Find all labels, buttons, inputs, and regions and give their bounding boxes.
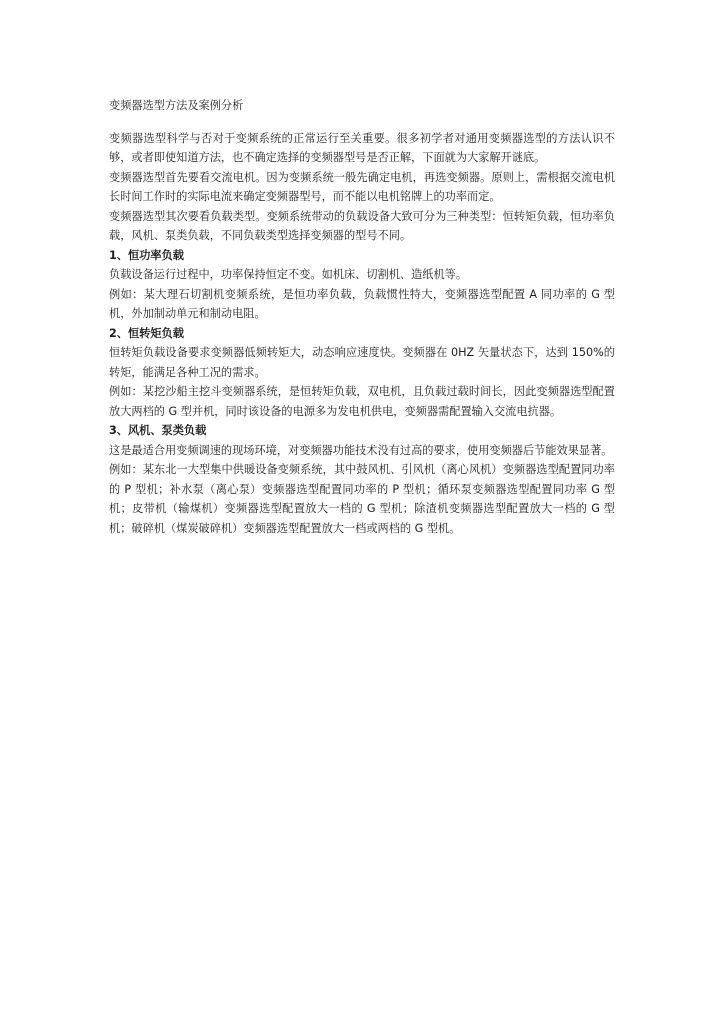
section-paragraph: 这是最适合用变频调速的现场环境，对变频器功能技术没有过高的要求，使用变频器后节能效果显著。 (109, 443, 613, 457)
intro-paragraph: 变频器选型科学与否对于变频系统的正常运行至关重要。很多初学者对通用变频器选型的方法认识不够，或者即使知道方法，也不确定选择的变频器型号是否正解，下面就为大家解开谜底。 (109, 131, 615, 164)
section-paragraph: 恒转矩负载设备要求变频器低频转矩大，动态响应速度快。变频器在 0HZ 矢量状态下，达到 150%的转矩，能满足各种工况的需求。 (109, 346, 615, 379)
intro-paragraph: 变频器选型其次要看负载类型。变频系统带动的负载设备大致可分为三种类型：恒转矩负载，恒功率负载，风机、泵类负载，不同负载类型选择变频器的型号不同。 (109, 209, 615, 242)
section-paragraph: 负载设备运行过程中，功率保持恒定不变。如机床、切割机、造纸机等。 (109, 268, 468, 281)
section-heading: 1、恒功率负载 (109, 248, 184, 262)
section-constant-torque (109, 324, 615, 422)
document-page (109, 96, 615, 538)
document-title: 变频器选型方法及案例分析 (109, 99, 244, 112)
section-constant-power (109, 246, 615, 324)
section-heading: 3、风机、泵类负载 (109, 424, 207, 437)
section-paragraph: 例如：某大理石切割机变频系统，是恒功率负载，负载惯性特大，变频器选型配置 A 同功率的 G 型机，外加制动单元和制动电阻。 (109, 287, 615, 320)
section-paragraph: 例如：某东北一大型集中供暖设备变频系统，其中鼓风机、引风机（离心风机）变频器选型配置同功率的 P 型机；补水泵（离心泵）变频器选型配置同功率的 P 型机；循环泵变频器选型配置同功率 G 型机；皮带机（输煤机）变频器选型配置放大一档的 G 型机；除渣机变频器选型配置放大一档的 G 型机；破碎机（煤炭破碎机）变频器选型配置放大一档或两档的 G 型机。 (109, 463, 615, 535)
section-heading: 2、恒转矩负载 (109, 326, 184, 340)
intro-paragraph: 变频器选型首先要看交流电机。因为变频系统一般先确定电机，再选变频器。原则上，需根据交流电机长时间工作时的实际电流来确定变频器型号，而不能以电机铭牌上的功率而定。 (109, 170, 615, 203)
section-fan-pump (109, 421, 615, 538)
section-paragraph: 例如：某挖沙船主挖斗变频器系统，是恒转矩负载，双电机，且负载过载时间长，因此变频器选型配置放大两档的 G 型并机，同时该设备的电源多为发电机供电，变频器需配置输入交流电抗器。 (109, 385, 615, 418)
